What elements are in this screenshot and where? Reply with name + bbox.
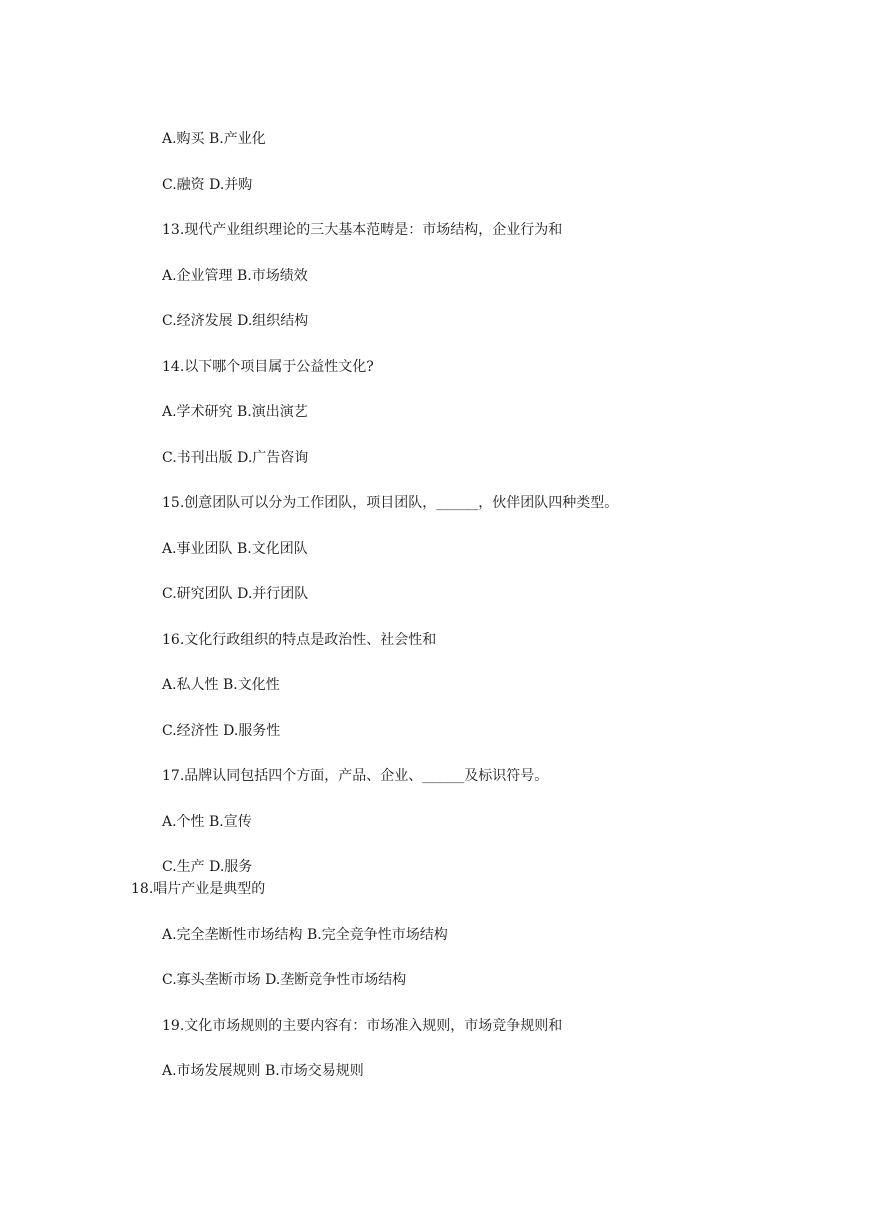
question-19: 19.文化市场规则的主要内容有：市场准入规则，市场竞争规则和 <box>162 1018 563 1034</box>
option-line: C.经济性 D.服务性 <box>162 723 281 739</box>
option-line: A.企业管理 B.市场绩效 <box>162 268 308 284</box>
option-line: A.个性 B.宣传 <box>162 814 252 830</box>
option-line: C.融资 D.并购 <box>162 177 253 193</box>
option-line: A.学术研究 B.演出演艺 <box>162 404 308 420</box>
option-line: C.寡头垄断市场 D.垄断竞争性市场结构 <box>162 972 407 988</box>
option-line: A.私人性 B.文化性 <box>162 677 280 693</box>
question-16: 16.文化行政组织的特点是政治性、社会性和 <box>162 632 437 648</box>
option-line: A.购买 B.产业化 <box>162 131 266 147</box>
question-13: 13.现代产业组织理论的三大基本范畴是：市场结构，企业行为和 <box>162 222 563 238</box>
option-line: A.市场发展规则 B.市场交易规则 <box>162 1063 364 1079</box>
question-17: 17.品牌认同包括四个方面，产品、企业、______及标识符号。 <box>162 768 549 784</box>
option-line: A.完全垄断性市场结构 B.完全竞争性市场结构 <box>162 927 448 943</box>
option-line: C.研究团队 D.并行团队 <box>162 586 309 602</box>
option-line: C.经济发展 D.组织结构 <box>162 313 309 329</box>
option-line: C.生产 D.服务 <box>162 859 253 875</box>
option-line: C.书刊出版 D.广告咨询 <box>162 450 309 466</box>
question-18: 18.唱片产业是典型的 <box>131 881 266 897</box>
option-line: A.事业团队 B.文化团队 <box>162 541 308 557</box>
question-14: 14.以下哪个项目属于公益性文化? <box>162 359 374 375</box>
question-15: 15.创意团队可以分为工作团队，项目团队，______，伙伴团队四种类型。 <box>162 495 619 511</box>
